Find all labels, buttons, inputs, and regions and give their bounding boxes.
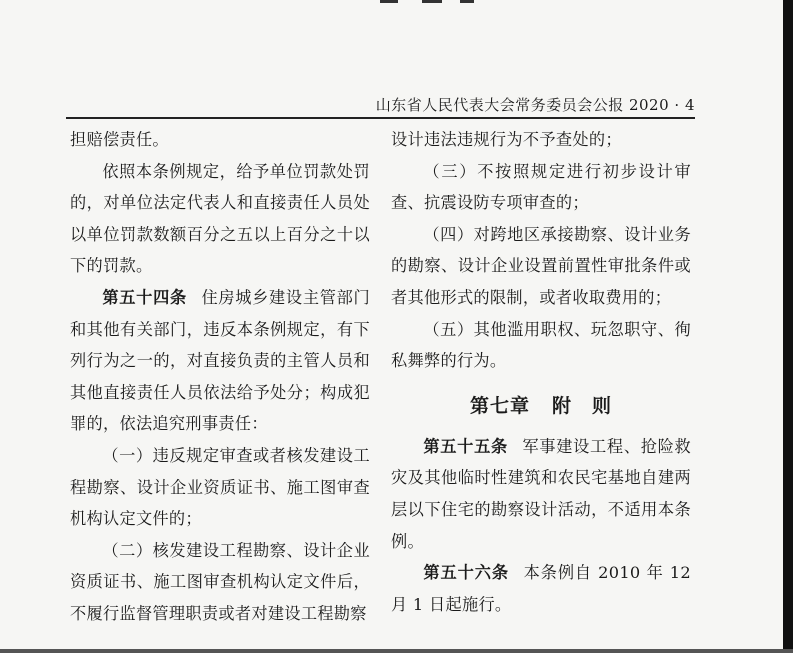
list-item: （二）核发建设工程勘察、设计企业资质证书、施工图审查机构认定文件后，不履行监督管理职责或者对建设工程勘察 [70, 540, 370, 623]
article-number: 第五十四条 [102, 287, 187, 307]
article-text: 本条例自 2010 年 12 月 1 日起施行。 [391, 563, 692, 614]
chapter-number: 第七章 [469, 394, 530, 417]
article-text: 住房城乡建设主管部门和其他有关部门，违反本条例规定，有下列行为之一的，对直接负责的主管人员和其他直接责任人员依法给予处分；构成犯罪的，依法追究刑事责任： [70, 287, 371, 434]
header-rule [66, 117, 695, 119]
paragraph: 设计违法违规行为不予查处的； [391, 130, 622, 149]
chapter-title: 附 则 [552, 394, 613, 417]
list-item: （三）不按照规定进行初步设计审查、抗震设防专项审查的； [391, 161, 691, 213]
page-header [66, 94, 695, 114]
right-column [391, 124, 691, 620]
scan-border-bottom [0, 649, 793, 653]
paragraph: 依照本条例规定，给予单位罚款处罚的，对单位法定代表人和直接责任人员处以单位罚款数额百分之五以上百分之十以下的罚款。 [70, 161, 370, 276]
chapter-heading [391, 387, 691, 425]
article-55 [391, 431, 691, 557]
header-title: 山东省人民代表大会常务委员会公报 2020 · 4 [375, 96, 695, 114]
paragraph: 担赔偿责任。 [70, 130, 169, 149]
list-item: （五）其他滥用职权、玩忽职守、徇私舞弊的行为。 [391, 319, 691, 371]
article-56 [391, 557, 691, 620]
list-item: （一）违反规定审查或者核发建设工程勘察、设计企业资质证书、施工图审查机构认定文件的； [70, 445, 370, 529]
article-number: 第五十六条 [423, 563, 509, 583]
list-item: （四）对跨地区承接勘察、设计业务的勘察、设计企业设置前置性审批条件或者其他形式的限制，或者收取费用的； [391, 224, 691, 307]
left-column [70, 124, 370, 630]
article-text: 军事建设工程、抢险救灾及其他临时性建筑和农民宅基地自建两层以下住宅的勘察设计活动，不适用本条例。 [391, 436, 692, 551]
scan-border-right [783, 0, 793, 653]
article-54 [70, 282, 370, 440]
article-number: 第五十五条 [423, 436, 508, 456]
